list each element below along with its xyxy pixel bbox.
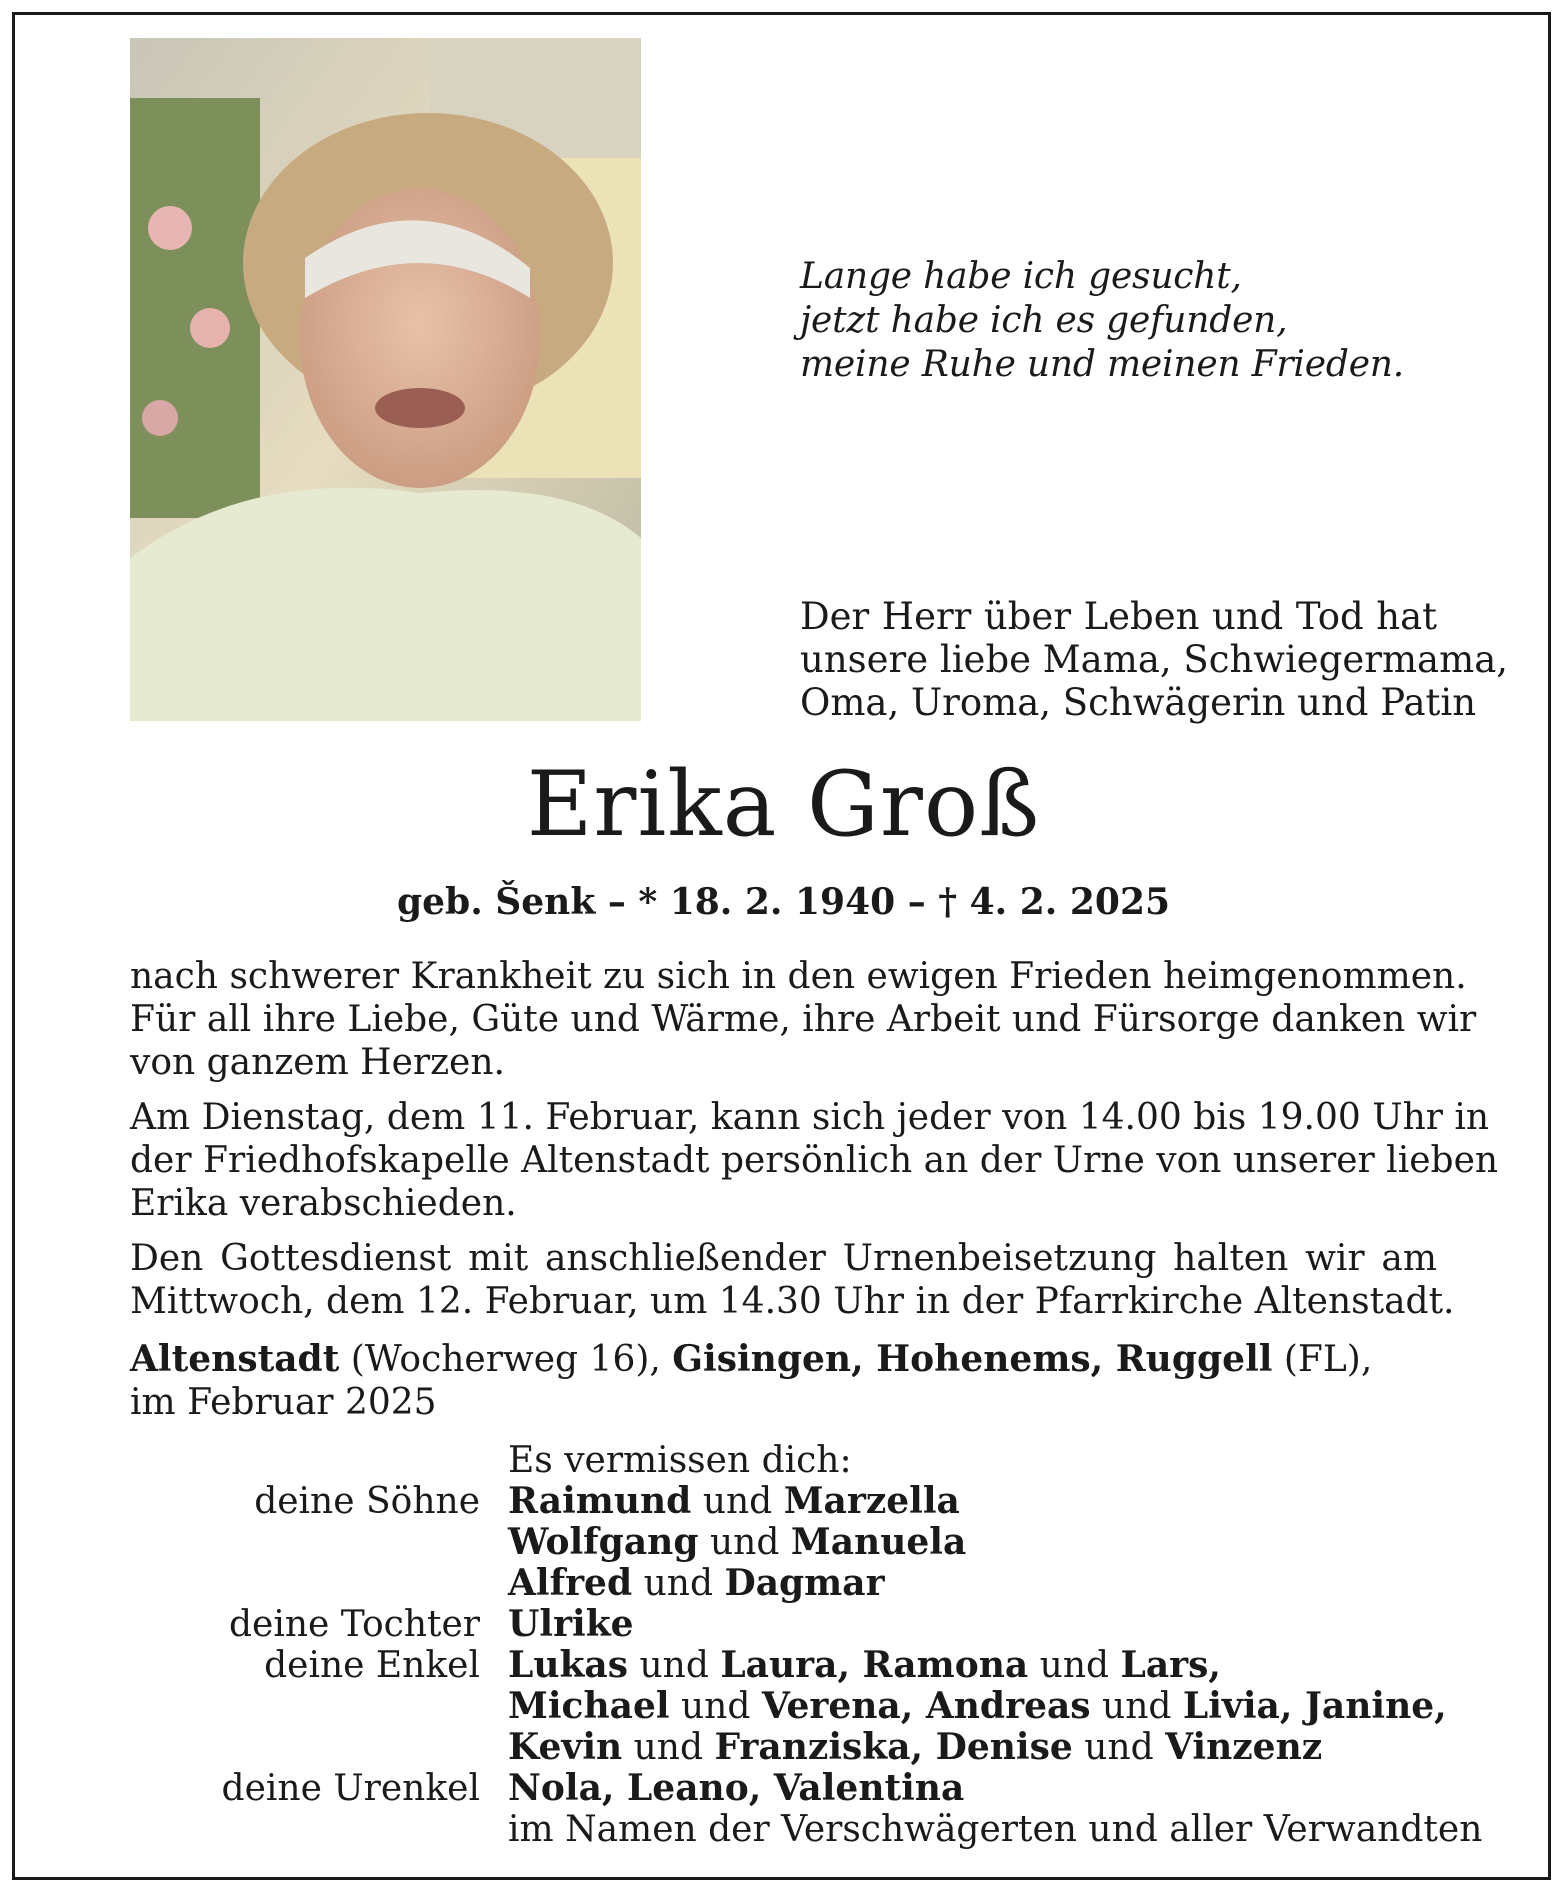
intro-line: unsere liebe Mama, Schwiegermama, — [800, 638, 1509, 681]
memorial-quote — [800, 255, 1404, 387]
text-line: Erika verabschieden. — [130, 1183, 517, 1224]
text-line: Den Gottesdienst mit anschließender Urnenbeisetzung halten wir am — [130, 1238, 1437, 1279]
name-line: Lukas und Laura, Ramona und Lars, — [508, 1644, 1221, 1686]
quote-line: jetzt habe ich es gefunden, — [800, 300, 1288, 341]
closing-line: im Namen der Verschwägerten und aller Verwandten — [508, 1809, 1483, 1850]
birth-death-dates: geb. Šenk – * 18. 2. 1940 – † 4. 2. 2025 — [396, 881, 1171, 923]
name-line: Ulrike — [508, 1603, 634, 1645]
text-line: der Friedhofskapelle Altenstadt persönlich an der Urne von unserer lieben — [130, 1140, 1499, 1181]
text-line: nach schwerer Krankheit zu sich in den ewigen Frieden heimgenommen. — [130, 956, 1467, 997]
paragraph-passing — [130, 955, 1477, 1084]
place-altenstadt: Altenstadt — [130, 1338, 340, 1380]
quote-line: Lange habe ich gesucht, — [800, 256, 1242, 297]
quote-line: meine Ruhe und meinen Frieden. — [800, 344, 1405, 385]
text-line: von ganzem Herzen. — [130, 1042, 505, 1083]
intro-text — [800, 595, 1509, 724]
address: (Wocherweg 16), — [339, 1339, 673, 1380]
text-line: Am Dienstag, dem 11. Februar, kann sich jeder von 14.00 bis 19.00 Uhr in — [130, 1097, 1490, 1138]
paragraph-service — [130, 1237, 1455, 1323]
relation-label: deine Söhne — [254, 1481, 480, 1522]
places-line — [130, 1338, 1372, 1381]
date-line: im Februar 2025 — [130, 1382, 437, 1423]
deceased-name: Erika Groß — [526, 752, 1041, 857]
name-line: Raimund und Marzella — [508, 1480, 960, 1522]
portrait-photo — [130, 38, 641, 721]
name-line: Michael und Verena, Andreas und Livia, Janine, — [508, 1685, 1447, 1727]
name-line: Wolfgang und Manuela — [508, 1521, 967, 1563]
family-heading: Es vermissen dich: — [508, 1440, 852, 1481]
text-line: Mittwoch, dem 12. Februar, um 14.30 Uhr in der Pfarrkirche Altenstadt. — [130, 1281, 1455, 1322]
name-line: Nola, Leano, Valentina — [508, 1767, 965, 1809]
name-line: Kevin und Franziska, Denise und Vinzenz — [508, 1726, 1323, 1768]
place-and-date — [130, 1338, 1372, 1424]
relation-label: deine Tochter — [228, 1604, 480, 1645]
place-others: Gisingen, Hohenems, Ruggell — [672, 1338, 1273, 1380]
paragraph-farewell — [130, 1096, 1499, 1225]
announcement-body — [130, 955, 1499, 1335]
intro-line: Der Herr über Leben und Tod hat — [800, 595, 1437, 638]
country-code: (FL), — [1272, 1339, 1373, 1380]
family-list — [130, 1440, 1482, 1850]
text-line: Für all ihre Liebe, Güte und Wärme, ihre Arbeit und Fürsorge danken wir — [130, 999, 1477, 1040]
relation-label: deine Enkel — [264, 1645, 480, 1686]
name-line: Alfred und Dagmar — [508, 1562, 885, 1604]
intro-line: Oma, Uroma, Schwägerin und Patin — [800, 681, 1477, 724]
relation-label: deine Urenkel — [221, 1768, 480, 1809]
